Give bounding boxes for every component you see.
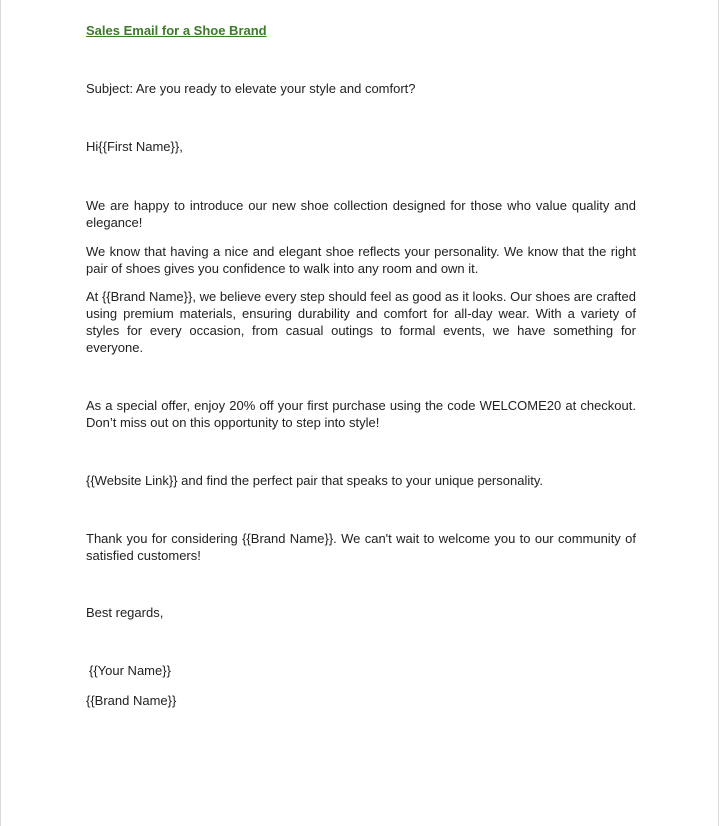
brand-paragraph: At {{Brand Name}}, we believe every step should feel as good as it looks. Our shoes are crafted using premium materials, ensuring durability and comfort for all-day wear. With a variety of styles for every occasion, from casual outings to formal events, we have something for everyone. [86, 289, 636, 355]
intro-paragraph: We are happy to introduce our new shoe collection designed for those who value quality and elegance! [86, 198, 636, 230]
offer-paragraph: As a special offer, enjoy 20% off your first purchase using the code WELCOME20 at checkout. Don’t miss out on this opportunity to step into style! [86, 398, 636, 430]
signature-brand: {{Brand Name}} [86, 693, 177, 708]
email-subject: Subject: Are you ready to elevate your style and comfort? [86, 81, 416, 96]
signature-name: {{Your Name}} [89, 663, 171, 678]
website-link-paragraph: {{Website Link}} and find the perfect pair that speaks to your unique personality. [86, 473, 543, 488]
thanks-paragraph: Thank you for considering {{Brand Name}}. We can't wait to welcome you to our community of satisfied customers! [86, 531, 636, 563]
closing-line: Best regards, [86, 605, 164, 620]
email-greeting: Hi{{First Name}}, [86, 139, 183, 154]
document-title: Sales Email for a Shoe Brand [86, 23, 267, 38]
personality-paragraph: We know that having a nice and elegant shoe reflects your personality. We know that the right pair of shoes gives you confidence to walk into any room and own it. [86, 244, 636, 276]
email-body [86, 22, 636, 709]
